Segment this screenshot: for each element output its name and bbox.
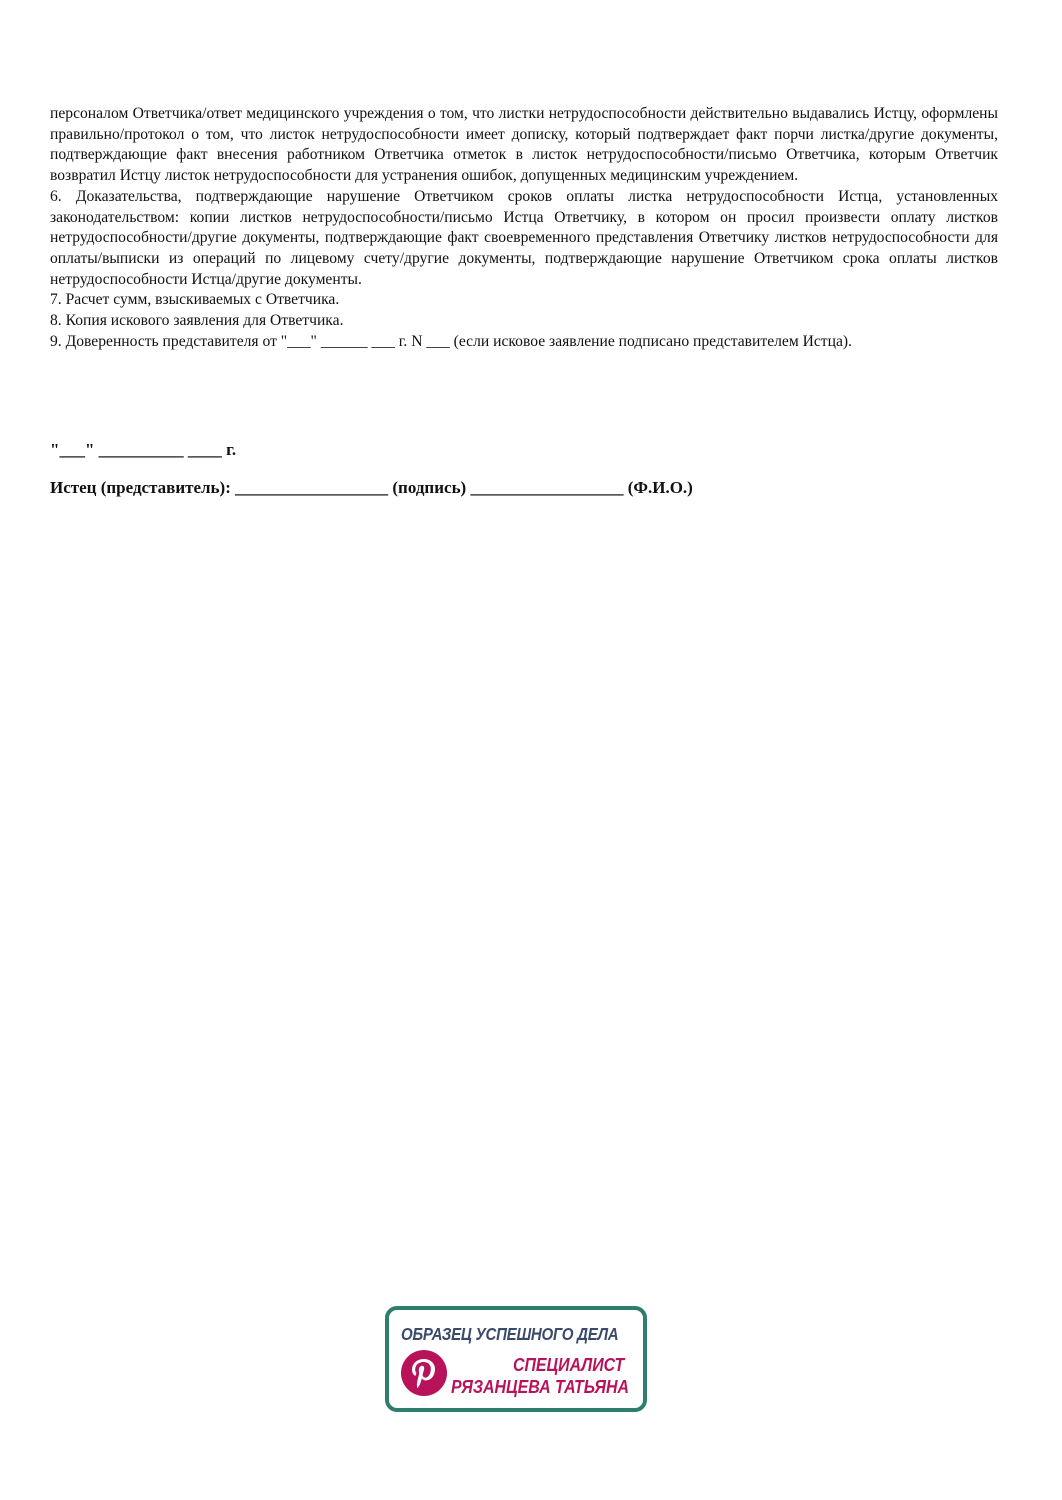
continuation-paragraph: персоналом Ответчика/ответ медицинского учреждения о том, что листки нетрудоспособности действительно выдавались Истцу, оформлены правильно/протокол о том, что листок нетрудоспособности имеет дописку, который подтверждает факт порчи листка/другие документы, подтверждающие факт внесения работником Ответчика отметок в листок нетрудоспособности/письмо Ответчика, которым Ответчик возвратил Истцу листок нетрудоспособности для устранения ошибок, допущенных медицинским учреждением. [50, 105, 998, 185]
stamp-title: ОБРАЗЕЦ УСПЕШНОГО ДЕЛА [401, 1324, 619, 1344]
stamp-name: РЯЗАНЦЕВА ТАТЬЯНА [451, 1376, 629, 1397]
list-item-8: 8. Копия искового заявления для Ответчика. [50, 312, 344, 330]
list-item-6: 6. Доказательства, подтверждающие нарушение Ответчиком сроков оплаты листка нетрудоспособности Истца, установленных законодательством: копии листков нетрудоспособности/письмо Истца Ответчику, в котором он просил произвести оплату листков нетрудоспособности/другие документы, подтверждающие факт своевременного представления Ответчику листков нетрудоспособности для оплаты/выписки из операций по лицевому счету/другие документы, подтверждающие нарушение Ответчиком срока оплаты листков нетрудоспособности Истца/другие документы. [50, 187, 998, 288]
stamp-role: СПЕЦИАЛИСТ [513, 1354, 625, 1375]
signature-line: Истец (представитель): __________________ (подпись) __________________ (Ф.И.О.) [50, 478, 693, 497]
pinterest-icon [401, 1350, 447, 1396]
date-line: "___" __________ ____ г. [50, 440, 237, 459]
document-body [50, 104, 998, 352]
list-item-9: 9. Доверенность представителя от "___" ______ ___ г. N ___ (если исковое заявление подписано представителем Истца). [50, 332, 852, 350]
specialist-stamp [385, 1306, 647, 1412]
list-item-7: 7. Расчет сумм, взыскиваемых с Ответчика. [50, 291, 340, 309]
